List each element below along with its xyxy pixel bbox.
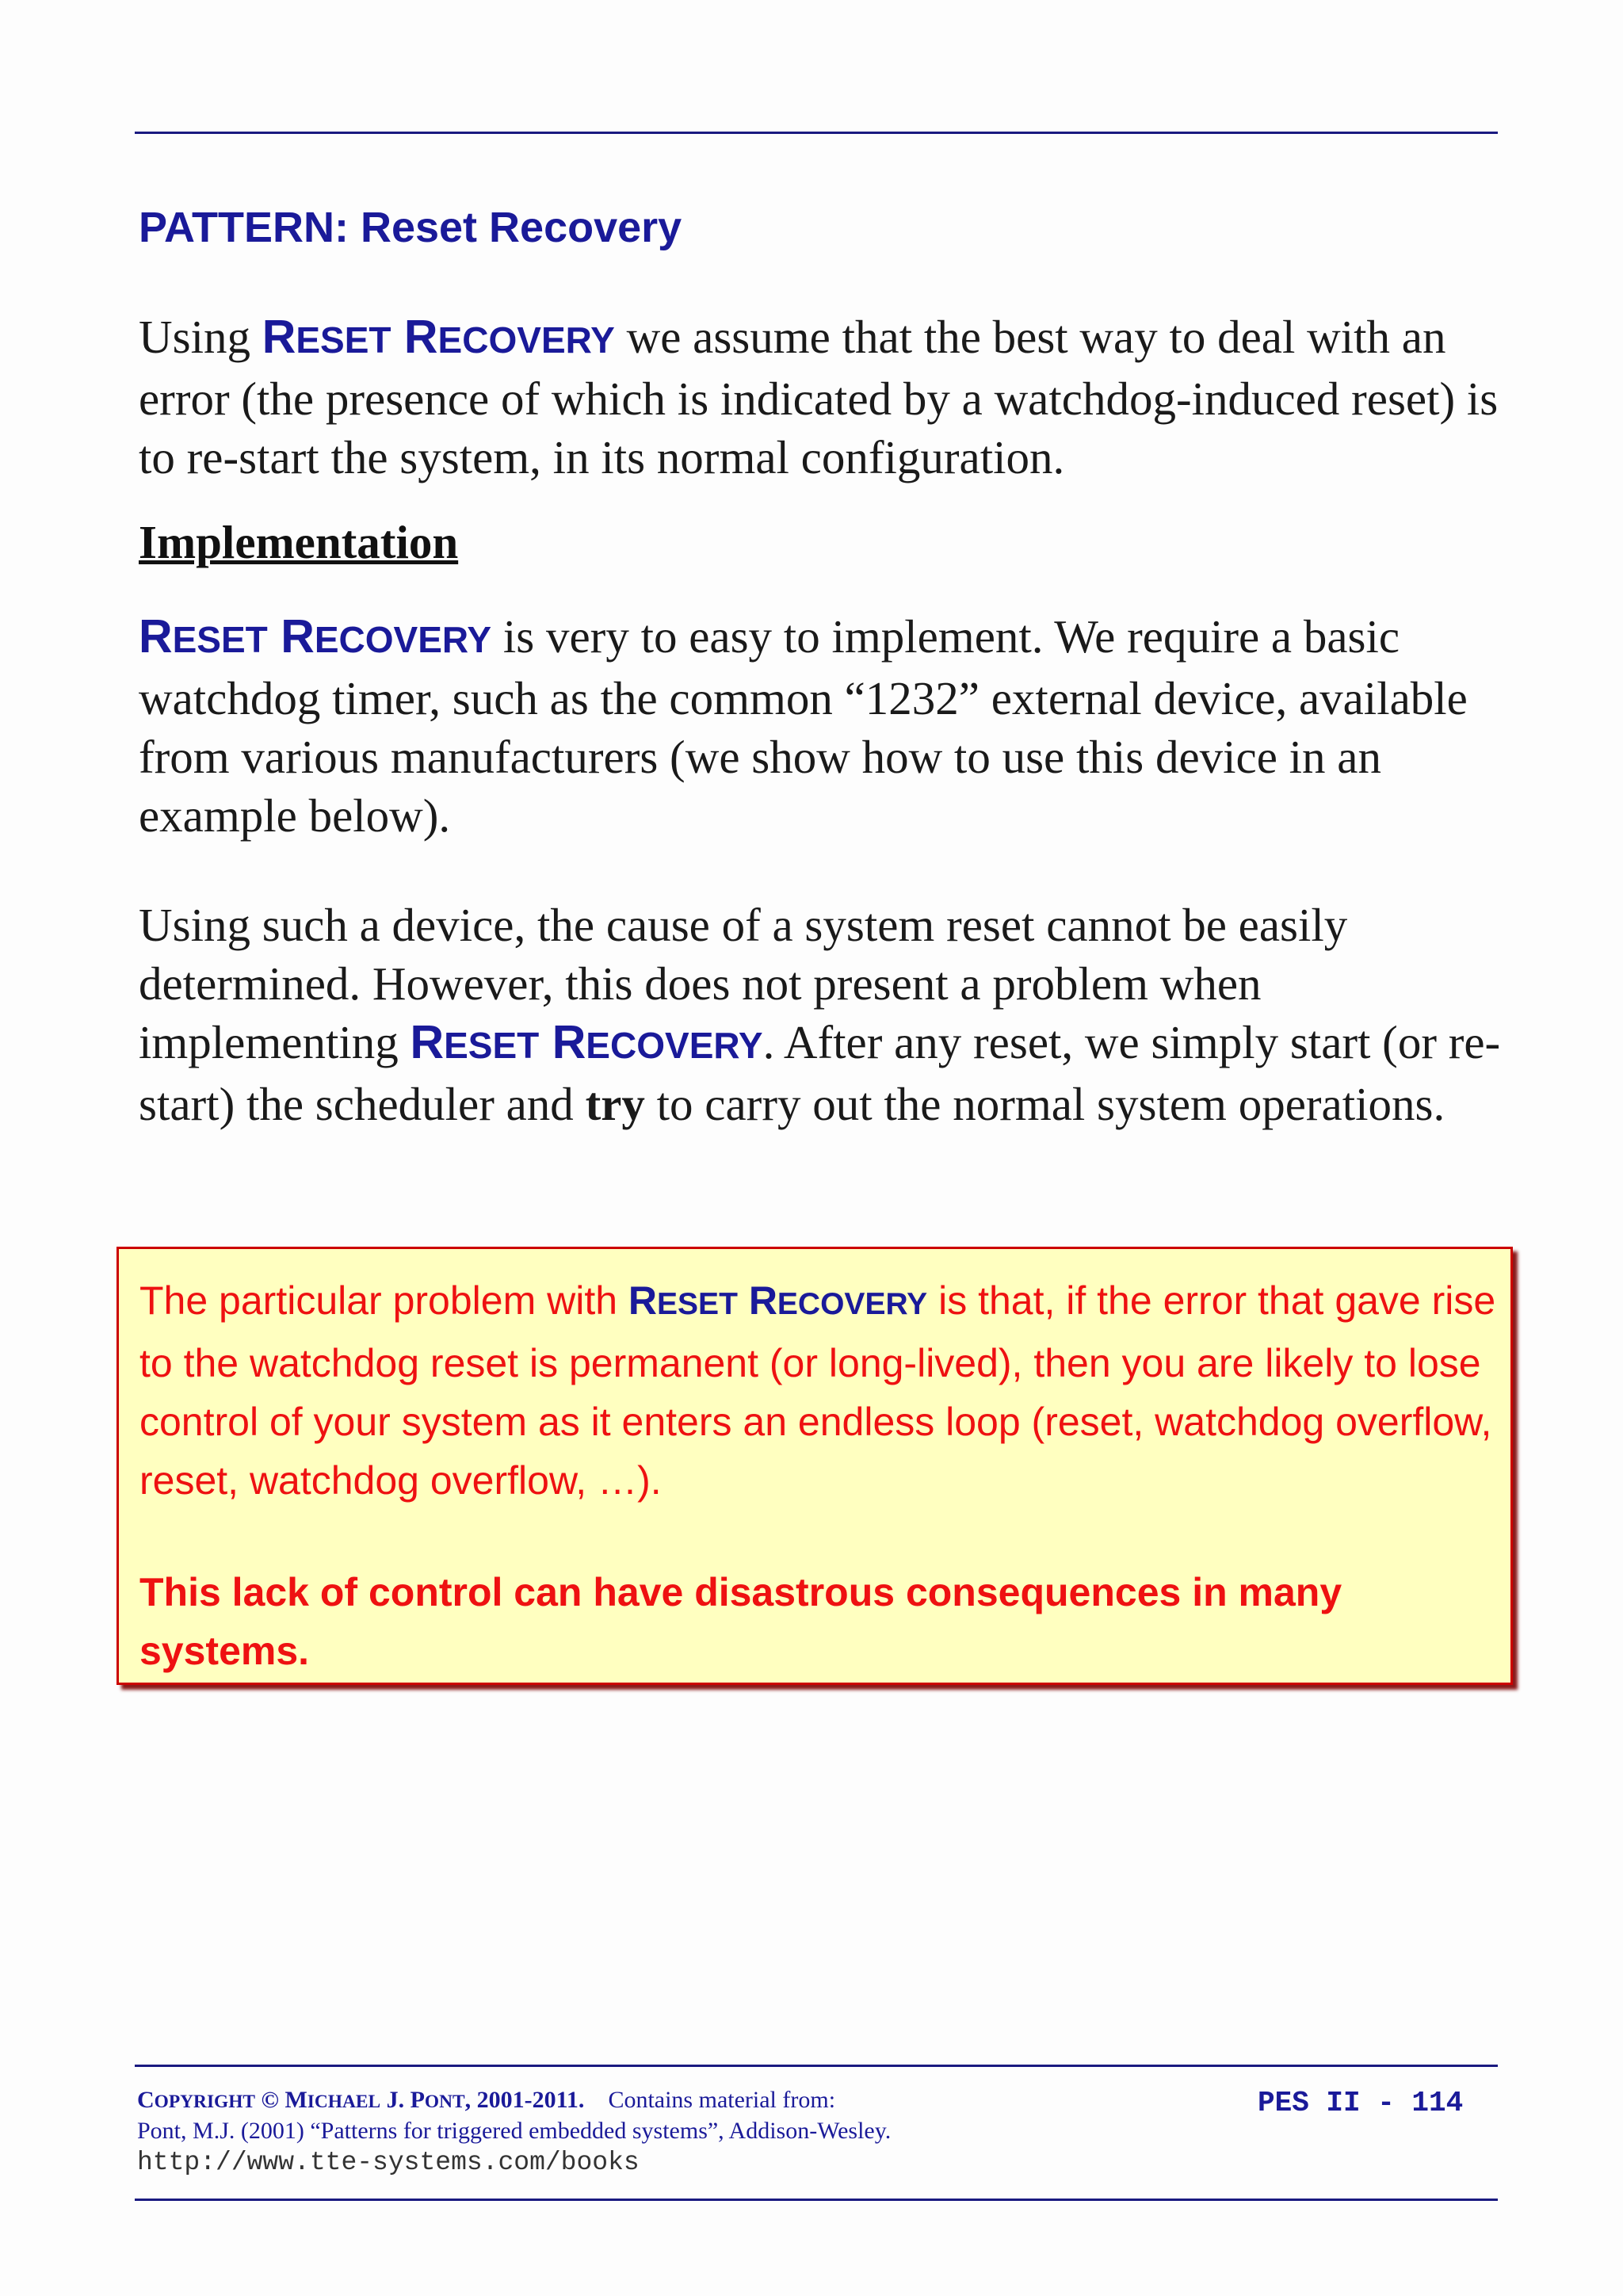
footer-rule-bottom bbox=[135, 2199, 1498, 2201]
top-rule bbox=[135, 132, 1498, 134]
term-reset-recovery: RESET RECOVERY bbox=[628, 1278, 928, 1323]
warning-callout-box bbox=[116, 1247, 1513, 1685]
page-title: PATTERN: Reset Recovery bbox=[139, 204, 682, 251]
footer-copyright: COPYRIGHT © MICHAEL J. PONT, 2001-2011. Contains material from: bbox=[137, 2087, 836, 2113]
device-paragraph: Using such a device, the cause of a system reset cannot be easily determined. However, this does not present a problem when implementing RESET RECOVERY. After any reset, we simply start (or re-start) the scheduler and try to carry out the normal system operations. bbox=[139, 899, 1501, 1130]
emphasis-try: try bbox=[585, 1078, 645, 1130]
term-reset-recovery: RESET RECOVERY bbox=[262, 311, 615, 363]
callout-text: The particular problem with RESET RECOVERY is that, if the error that gave rise to the watchdog reset is permanent (or long-lived), then you are likely to lose control of your system as it enters an endless loop (reset, watchdog overflow, reset, watchdog overflow, …). bbox=[139, 1278, 1496, 1503]
intro-paragraph: Using RESET RECOVERY we assume that the best way to deal with an error (the presence of which is indicated by a watchdog-induced reset) is to re-start the system, in its normal configuration. bbox=[139, 311, 1499, 483]
callout-warning: This lack of control can have disastrous consequences in many systems. bbox=[139, 1570, 1342, 1673]
page-number: PES II - 114 bbox=[1258, 2087, 1464, 2119]
term-reset-recovery: RESET RECOVERY bbox=[139, 610, 492, 663]
term-reset-recovery: RESET RECOVERY bbox=[410, 1016, 763, 1068]
implementation-paragraph: RESET RECOVERY is very to easy to implement. We require a basic watchdog timer, such as the common “1232” external device, available from various manufacturers (we show how to use this device in an example below). bbox=[139, 610, 1468, 842]
footer-url[interactable]: http://www.tte-systems.com/books bbox=[137, 2148, 640, 2177]
section-heading: Implementation bbox=[139, 516, 459, 568]
footer-rule-top bbox=[135, 2065, 1498, 2067]
footer-citation: Pont, M.J. (2001) “Patterns for triggered embedded systems”, Addison-Wesley. bbox=[137, 2118, 892, 2144]
